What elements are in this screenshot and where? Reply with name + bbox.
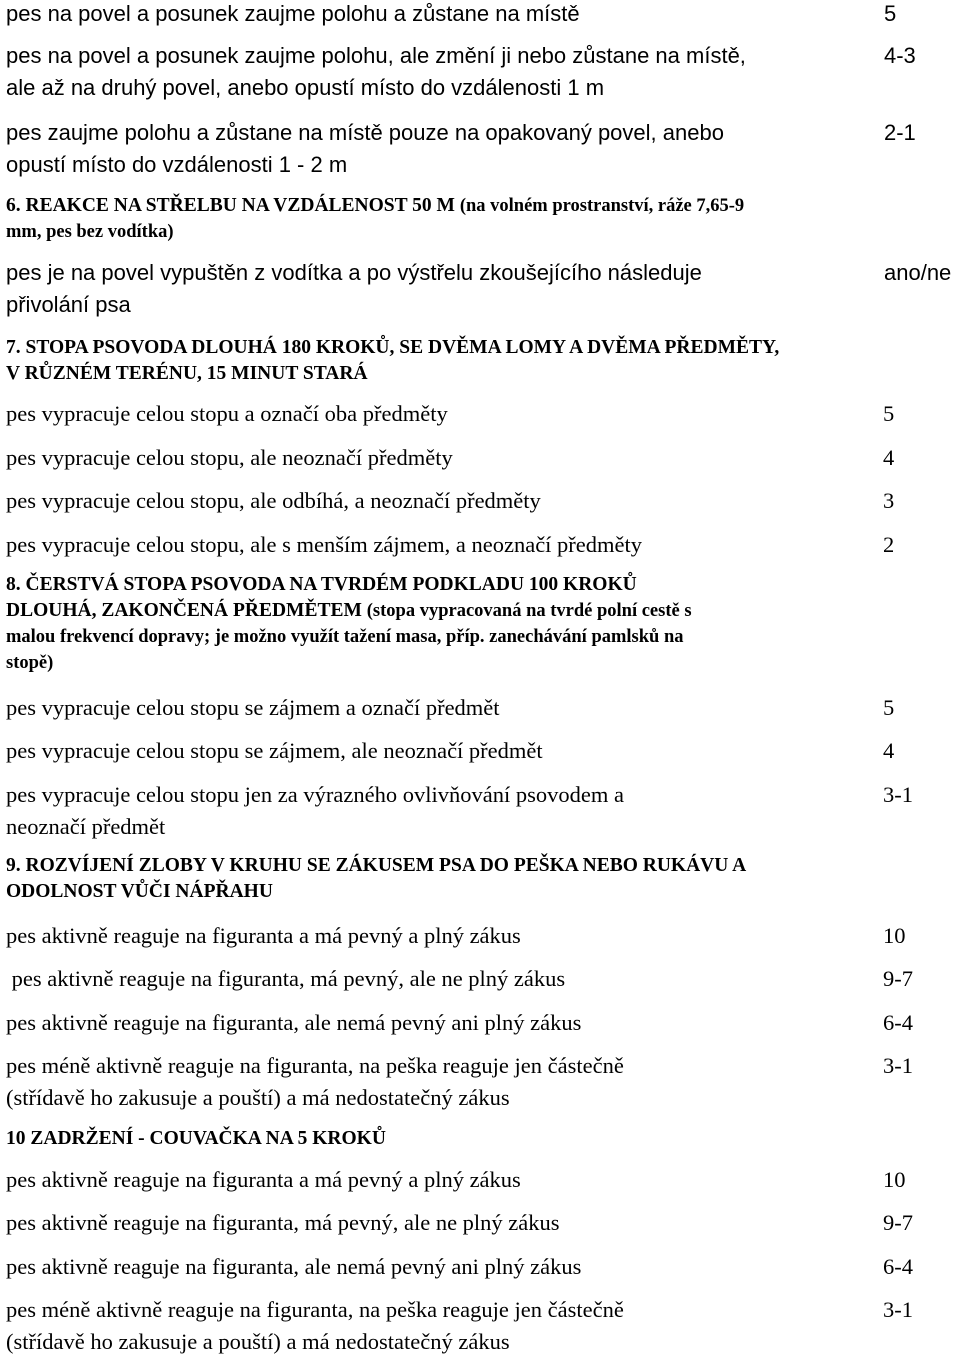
section-heading-note-end: stopě) xyxy=(6,653,54,673)
criterion-score: 2-1 xyxy=(884,120,916,145)
section-heading xyxy=(6,335,960,387)
section-heading xyxy=(6,1126,960,1152)
section-heading xyxy=(6,572,960,676)
criterion-score: 6-4 xyxy=(883,1254,913,1279)
criterion-text: pes aktivně reaguje na figuranta, má pevný, ale ne plný zákus xyxy=(6,1210,560,1235)
criterion-text: pes vypracuje celou stopu se zájmem, ale neoznačí předmět xyxy=(6,738,543,763)
criterion-text: pes je na povel vypuštěn z vodítka a po výstřelu zkoušejícího následuje xyxy=(6,260,702,285)
criterion-text: pes vypracuje celou stopu jen za výrazného ovlivňování psovodem a xyxy=(6,782,624,807)
criterion-text-continued: přivolání psa xyxy=(6,292,131,317)
criterion-score: ano/ne xyxy=(884,260,952,285)
criterion-text-continued: (střídavě ho zakusuje a pouští) a má nedostatečný zákus xyxy=(6,1085,510,1110)
criterion-score: 10 xyxy=(883,1167,906,1192)
criterion-score: 4 xyxy=(883,445,895,470)
criterion-score: 2 xyxy=(883,532,895,557)
criterion-text-continued: ale až na druhý povel, anebo opustí místo do vzdálenosti 1 m xyxy=(6,75,605,100)
criterion-text: pes méně aktivně reaguje na figuranta, na peška reaguje jen částečně xyxy=(6,1297,624,1322)
criterion-text-continued: (střídavě ho zakusuje a pouští) a má nedostatečný zákus xyxy=(6,1329,510,1354)
criterion-score: 3-1 xyxy=(883,782,913,807)
criterion-text: pes aktivně reaguje na figuranta a má pevný a plný zákus xyxy=(6,923,521,948)
criterion-text: pes aktivně reaguje na figuranta a má pevný a plný zákus xyxy=(6,1167,521,1192)
criterion-text: pes na povel a posunek zaujme polohu, ale změní ji nebo zůstane na místě, xyxy=(6,43,746,68)
criterion-score: 4 xyxy=(883,738,895,763)
section-heading-note-continued: malou frekvencí dopravy; je možno využít tažení masa, příp. zanechávání pamlsků na xyxy=(6,627,684,647)
criterion-text: pes aktivně reaguje na figuranta, ale nemá pevný ani plný zákus xyxy=(6,1254,582,1279)
section-heading xyxy=(6,193,960,245)
criterion-text: pes vypracuje celou stopu, ale s menším zájmem, a neoznačí předměty xyxy=(6,532,643,557)
section-heading-note-continued: mm, pes bez vodítka) xyxy=(6,222,174,242)
criterion-text: pes vypracuje celou stopu, ale odbíhá, a neoznačí předměty xyxy=(6,488,541,513)
section-heading-title: 6. REAKCE NA STŘELBU NA VZDÁLENOST 50 M xyxy=(6,195,455,216)
criterion-score: 5 xyxy=(883,695,895,720)
criterion-text-continued: neoznačí předmět xyxy=(6,814,166,839)
criterion-score: 3-1 xyxy=(883,1297,913,1322)
section-heading-title: 8. ČERSTVÁ STOPA PSOVODA NA TVRDÉM PODKLADU 100 KROKŮ xyxy=(6,574,637,595)
criterion-score: 3-1 xyxy=(883,1053,913,1078)
section-heading-note: (na volném prostranství, ráže 7,65-9 xyxy=(459,196,745,216)
section-heading-title: 7. STOPA PSOVODA DLOUHÁ 180 KROKŮ, SE DVĚMA LOMY A DVĚMA PŘEDMĚTY, xyxy=(6,337,780,358)
section-heading-title-continued: V RŮZNÉM TERÉNU, 15 MINUT STARÁ xyxy=(6,363,368,384)
criterion-score: 6-4 xyxy=(883,1010,913,1035)
criterion-score: 5 xyxy=(883,401,895,426)
criterion-score: 3 xyxy=(883,488,895,513)
section-heading-title-continued: ODOLNOST VŮČI NÁPŘAHU xyxy=(6,881,273,902)
section-heading-note: (stopa vypracovaná na tvrdé polní cestě s xyxy=(366,601,692,621)
criterion-score: 5 xyxy=(884,1,897,26)
criterion-score: 9-7 xyxy=(883,1210,913,1235)
criterion-text: pes zaujme polohu a zůstane na místě pouze na opakovaný povel, anebo xyxy=(6,120,724,145)
section-heading-title-continued: DLOUHÁ, ZAKONČENÁ PŘEDMĚTEM xyxy=(6,600,362,621)
criterion-text: pes vypracuje celou stopu a označí oba předměty xyxy=(6,401,448,426)
criterion-text: pes méně aktivně reaguje na figuranta, na peška reaguje jen částečně xyxy=(6,1053,624,1078)
criterion-text: pes vypracuje celou stopu, ale neoznačí předměty xyxy=(6,445,453,470)
criterion-text: pes na povel a posunek zaujme polohu a zůstane na místě xyxy=(6,1,580,26)
criterion-score: 4-3 xyxy=(884,43,916,68)
criterion-text: pes aktivně reaguje na figuranta, ale nemá pevný ani plný zákus xyxy=(6,1010,582,1035)
criterion-text: pes aktivně reaguje na figuranta, má pevný, ale ne plný zákus xyxy=(6,966,566,991)
criterion-text-continued: opustí místo do vzdálenosti 1 - 2 m xyxy=(6,152,348,177)
criterion-score: 9-7 xyxy=(883,966,913,991)
section-heading xyxy=(6,853,960,905)
criterion-text: pes vypracuje celou stopu se zájmem a označí předmět xyxy=(6,695,500,720)
section-heading-title: 10 ZADRŽENÍ - COUVAČKA NA 5 KROKŮ xyxy=(6,1128,386,1149)
criterion-score: 10 xyxy=(883,923,906,948)
section-heading-title: 9. ROZVÍJENÍ ZLOBY V KRUHU SE ZÁKUSEM PSA DO PEŠKA NEBO RUKÁVU A xyxy=(6,855,747,876)
